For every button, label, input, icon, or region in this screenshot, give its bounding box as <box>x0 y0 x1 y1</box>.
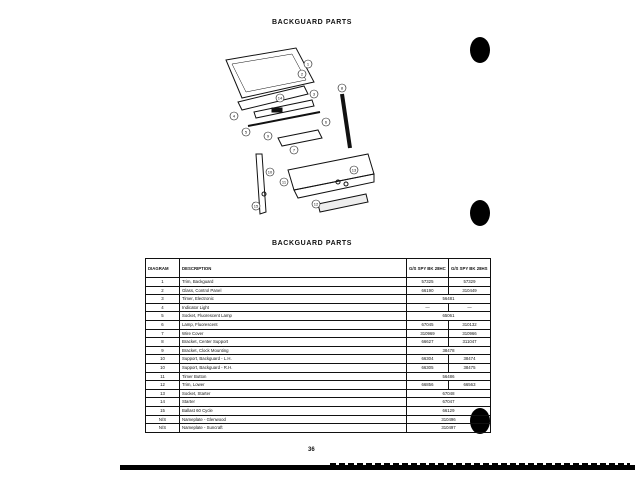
cell-diagram: 2 <box>146 286 180 295</box>
cell-description: Bracket, Center Support <box>180 338 407 347</box>
table-row <box>146 278 491 287</box>
cell-part-number-28hc: 310969 <box>407 329 449 338</box>
svg-text:2: 2 <box>300 71 304 77</box>
svg-text:1: 1 <box>306 61 310 67</box>
cell-part-number-28hs: 310449 <box>449 286 491 295</box>
cell-description: Trim, Lower <box>180 381 407 390</box>
control-glass <box>238 86 308 110</box>
cell-description: Starter <box>180 398 407 407</box>
scan-edge-noise <box>330 463 630 465</box>
table-row <box>146 363 491 372</box>
cell-diagram: 3 <box>146 295 180 304</box>
svg-text:5: 5 <box>244 129 248 135</box>
cell-description: Ballast 60 Cycle <box>180 406 407 415</box>
table-row <box>146 329 491 338</box>
cell-diagram: 6 <box>146 320 180 329</box>
cell-description: Lamp, Fluorescent <box>180 320 407 329</box>
table-row <box>146 389 491 398</box>
callout-13 <box>350 166 358 174</box>
callout-15 <box>252 202 260 210</box>
cell-part-number-28hs: 38475 <box>449 363 491 372</box>
table-row <box>146 338 491 347</box>
cell-diagram: N/S <box>146 424 180 433</box>
callout-12 <box>312 200 320 208</box>
cell-diagram: 1 <box>146 278 180 287</box>
cell-part-number-shared: 56486 <box>407 372 491 381</box>
table-row <box>146 286 491 295</box>
cell-description: Indicator Light <box>180 303 407 312</box>
parts-table-body <box>146 278 491 433</box>
cell-description: Wire Cover <box>180 329 407 338</box>
cell-description: Support, Backguard - R.H. <box>180 363 407 372</box>
header-description: DESCRIPTION <box>180 259 407 278</box>
cell-part-number-28hs: 57329 <box>449 278 491 287</box>
svg-text:3: 3 <box>312 91 316 97</box>
callout-8 <box>338 84 346 92</box>
cell-part-number-shared: 65061 <box>407 312 491 321</box>
header-model-28hs: G/S SPY BK 28HS <box>449 259 491 278</box>
callout-14 <box>276 94 284 102</box>
table-row <box>146 398 491 407</box>
cell-part-number-shared: 310496 <box>407 415 491 424</box>
cell-description: Bracket, Clock Mounting <box>180 346 407 355</box>
cell-diagram: 9 <box>146 346 180 355</box>
cell-diagram: 7 <box>146 329 180 338</box>
table-row <box>146 355 491 364</box>
svg-text:13: 13 <box>351 167 357 173</box>
cell-part-number-28hc: — <box>407 303 449 312</box>
cell-description: Nameplate - Suncraft <box>180 424 407 433</box>
cell-part-number-28hc: 66627 <box>407 338 449 347</box>
cell-description: Support, Backguard - L.H. <box>180 355 407 364</box>
table-row <box>146 406 491 415</box>
svg-text:12: 12 <box>313 201 319 207</box>
table-row <box>146 303 491 312</box>
table-row <box>146 424 491 433</box>
table-row <box>146 372 491 381</box>
callout-9 <box>264 132 272 140</box>
cell-part-number-28hc: 66856 <box>407 381 449 390</box>
cell-diagram: 13 <box>146 389 180 398</box>
parts-table <box>145 258 491 433</box>
table-row <box>146 295 491 304</box>
hole-punch-top <box>470 37 490 63</box>
table-row <box>146 381 491 390</box>
cell-part-number-28hs: 38474 <box>449 355 491 364</box>
cell-description: Timer Button <box>180 372 407 381</box>
callout-11 <box>280 178 288 186</box>
cell-diagram: 10 <box>146 363 180 372</box>
callout-10 <box>266 168 274 176</box>
cell-diagram: 14 <box>146 398 180 407</box>
cell-diagram: 15 <box>146 406 180 415</box>
table-row <box>146 320 491 329</box>
callout-5 <box>242 128 250 136</box>
header-diagram: DIAGRAM <box>146 259 180 278</box>
exploded-parts-diagram <box>218 42 378 220</box>
cell-part-number-28hc: 66304 <box>407 355 449 364</box>
cell-part-number-shared: 310497 <box>407 424 491 433</box>
cell-part-number-28hc: 57325 <box>407 278 449 287</box>
callout-4 <box>230 112 238 120</box>
cell-part-number-28hc: 66305 <box>407 363 449 372</box>
header-model-28hc: G/S SPY BK 28HC <box>407 259 449 278</box>
hole-punch-middle <box>470 200 490 226</box>
cell-part-number-28hc: 66190 <box>407 286 449 295</box>
cell-part-number-28hs: — <box>449 303 491 312</box>
cell-description: Socket, Fluorescent Lamp <box>180 312 407 321</box>
cell-description: Nameplate - Glenwood <box>180 415 407 424</box>
cell-part-number-28hs: 66563 <box>449 381 491 390</box>
cell-part-number-shared: 56481 <box>407 295 491 304</box>
page-title: BACKGUARD PARTS <box>272 19 353 26</box>
svg-text:10: 10 <box>267 169 273 175</box>
table-row <box>146 312 491 321</box>
cell-diagram: 10 <box>146 355 180 364</box>
svg-text:8: 8 <box>340 85 344 91</box>
callout-2 <box>298 70 306 78</box>
cell-part-number-shared: 67048 <box>407 389 491 398</box>
cell-diagram: 4 <box>146 303 180 312</box>
svg-text:15: 15 <box>253 203 259 209</box>
cell-part-number-28hs: 310132 <box>449 320 491 329</box>
cell-part-number-shared: 66129 <box>407 406 491 415</box>
cell-description: Socket, Starter <box>180 389 407 398</box>
svg-text:11: 11 <box>281 179 287 185</box>
cell-description: Glass, Control Panel <box>180 286 407 295</box>
table-title: BACKGUARD PARTS <box>272 240 353 247</box>
cell-diagram: 12 <box>146 381 180 390</box>
svg-text:14: 14 <box>277 95 283 101</box>
callout-6 <box>322 118 330 126</box>
cell-diagram: 5 <box>146 312 180 321</box>
cell-diagram: 8 <box>146 338 180 347</box>
callout-3 <box>310 90 318 98</box>
callout-7 <box>290 146 298 154</box>
cell-part-number-28hs: 311047 <box>449 338 491 347</box>
scan-edge-band <box>120 465 635 470</box>
svg-text:6: 6 <box>324 119 328 125</box>
cell-diagram: 11 <box>146 372 180 381</box>
svg-text:4: 4 <box>232 113 236 119</box>
svg-text:7: 7 <box>292 147 296 153</box>
table-header-row <box>146 259 491 278</box>
cell-part-number-28hc: 67045 <box>407 320 449 329</box>
cell-part-number-shared: 38478 <box>407 346 491 355</box>
table-row <box>146 415 491 424</box>
cell-part-number-28hs: 310966 <box>449 329 491 338</box>
table-row <box>146 346 491 355</box>
cell-diagram: N/S <box>146 415 180 424</box>
cell-description: Trim, Backguard <box>180 278 407 287</box>
page-number: 36 <box>308 447 315 453</box>
svg-text:9: 9 <box>266 133 270 139</box>
cell-part-number-shared: 67047 <box>407 398 491 407</box>
callout-1 <box>304 60 312 68</box>
cell-description: Timer, Electronic <box>180 295 407 304</box>
